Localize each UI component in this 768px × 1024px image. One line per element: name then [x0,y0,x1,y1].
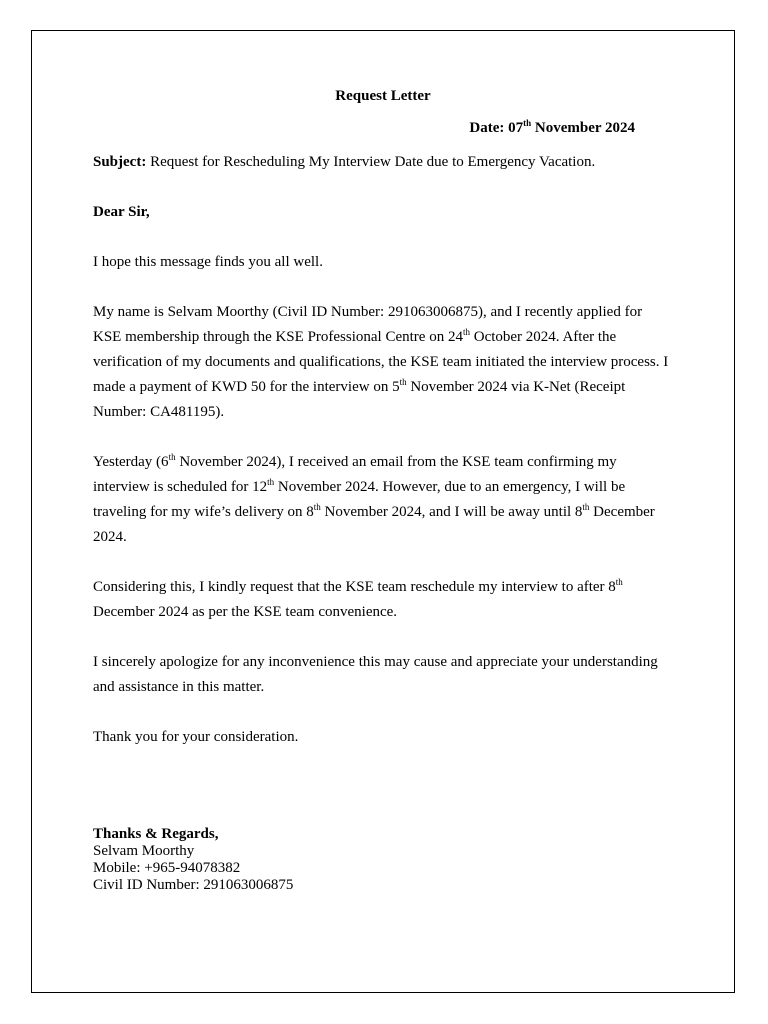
salutation: Dear Sir, [93,204,150,220]
text-segment: My name is Selvam Moorthy (Civil ID Number: 291063006875), and I recently applied for KSE membership through the KSE Professional Centre on 24 [93,304,643,345]
subject-line [93,150,673,175]
ordinal-sup: th [168,452,176,462]
text-segment: October 2024. After the verification of my documents and qualifications, the KSE team initiated the interview process. I made a payment of KWD 50 for the interview on 5 [93,329,669,395]
text-segment: December 2024 as per the KSE team convenience. [93,604,398,620]
situation-paragraph [93,450,673,550]
date-sup: th [523,118,532,128]
apology-paragraph: I sincerely apologize for any inconvenience this may cause and appreciate your understanding and assistance in this matter. [93,654,658,695]
sender-name: Selvam Moorthy [93,843,195,859]
request-paragraph [93,575,673,625]
text-segment: December 2024. [93,504,655,545]
letter-body [93,86,673,750]
ordinal-sup: th [615,577,623,587]
ordinal-sup: th [399,377,407,387]
ordinal-sup: th [462,327,470,337]
date-text: Date: 07 [469,120,524,136]
background-paragraph [93,300,673,425]
date-text-end: November 2024 [531,120,635,136]
sender-civil-id: Civil ID Number: 291063006875 [93,877,294,893]
text-segment: Considering this, I kindly request that the KSE team reschedule my interview to after 8 [93,579,616,595]
ordinal-sup: th [582,502,590,512]
ordinal-sup: th [267,477,275,487]
letter-title: Request Letter [335,88,431,104]
thanks-paragraph: Thank you for your consideration. [93,729,299,745]
subject-label: Subject: [93,154,147,170]
ordinal-sup: th [313,502,321,512]
text-segment: Yesterday (6 [93,454,169,470]
letter-date [93,117,635,139]
text-segment: November 2024. However, due to an emergency, I will be traveling for my wife’s delivery on 8 [93,479,626,520]
intro-paragraph: I hope this message finds you all well. [93,254,323,270]
text-segment: November 2024 via K-Net (Receipt Number: CA481195). [93,379,626,420]
subject-text: Request for Rescheduling My Interview Date due to Emergency Vacation. [146,154,596,170]
signature-block [93,826,293,894]
text-segment: November 2024), I received an email from the KSE team confirming my interview is scheduled for 12 [93,454,617,495]
sender-mobile: Mobile: +965-94078382 [93,860,241,876]
closing-regards: Thanks & Regards, [93,826,219,842]
text-segment: November 2024, and I will be away until 8 [320,504,583,520]
